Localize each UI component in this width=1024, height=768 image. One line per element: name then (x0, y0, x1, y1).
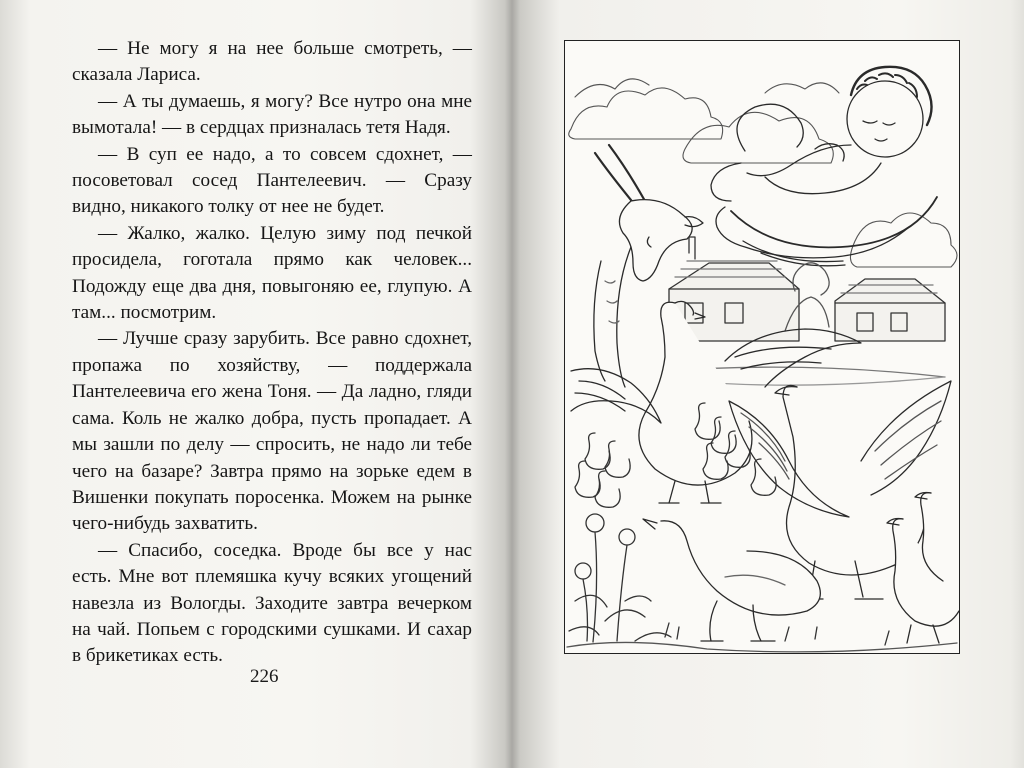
paragraph: — Спасибо, соседка. Вроде бы все у нас есть. Мне вот племяшка кучу всяких угощений навезла из Вологды. Заходите завтра вечерком на чай. Попьем с городскими сушками. И сахар в брикетиках есть. (72, 539, 472, 667)
paragraph: — В суп ее надо, а то совсем сдохнет, — посоветовал сосед Пантелеевич. — Сразу видно, никакого толку от нее не будет. (72, 143, 472, 218)
paragraph: — А ты думаешь, я могу? Все нутро она мне вымотала! — в сердцах призналась тетя Надя. (72, 90, 472, 139)
paragraph: — Жалко, жалко. Целую зиму под печкой просидела, гоготала прямо как человек... Подожду еще два дня, повыгоняю ее, глупую. А там... посмотрим. (72, 222, 472, 324)
paragraph: — Не могу я на нее больше смотреть, — сказала Лариса. (72, 38, 472, 86)
page-number: 226 (250, 666, 279, 687)
story-text (72, 36, 472, 670)
right-page (512, 0, 1024, 768)
left-page (0, 0, 510, 768)
sleeping-child-icon (711, 67, 937, 266)
paragraph: — Лучше сразу зарубить. Все равно сдохнет, пропажа по хозяйству, — поддержала Пантелеевича его жена Тоня. — Да ладно, гляди сама. Коль не жалко добра, пусть пропадает. А мы зашли по делу — спросить, не надо ли тебе чего на базаре? Завтра прямо на зорьке едем в Вишенки покупать поросенка. Можем на рынке чего-нибудь захватить. (72, 328, 472, 535)
illustration (564, 40, 960, 654)
